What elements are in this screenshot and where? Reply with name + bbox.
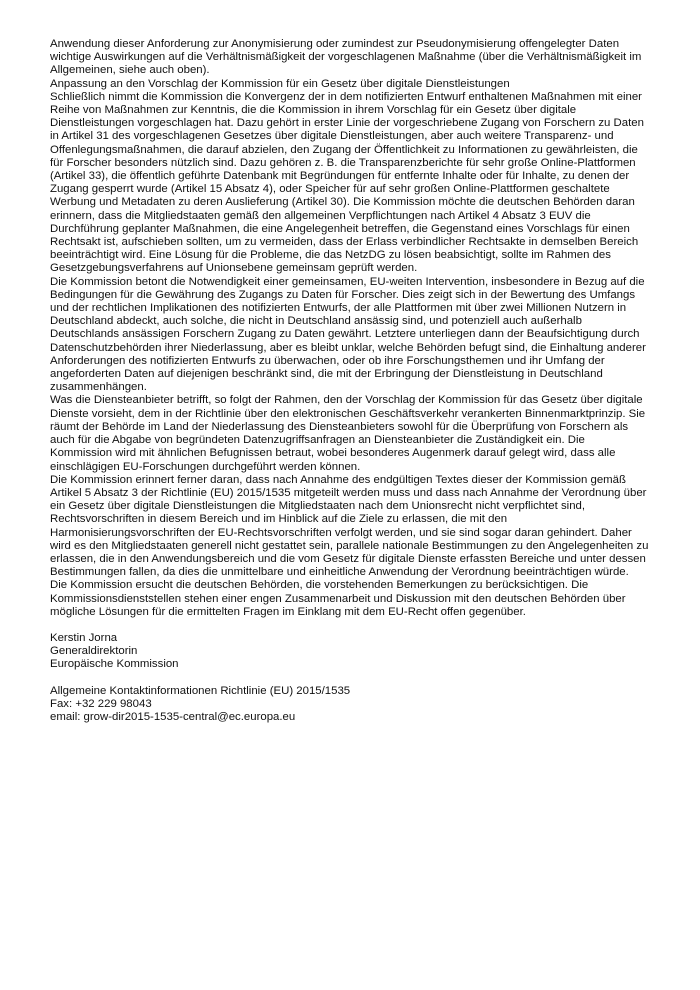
contact-email: email: grow-dir2015-1535-central@ec.europa.eu bbox=[50, 710, 296, 723]
spacer bbox=[50, 619, 650, 632]
paragraph-eu-intervention: Die Kommission betont die Notwendigkeit einer gemeinsamen, EU-weiten Intervention, insbesondere in Bezug auf die Bedingungen für die Gewährung des Zugangs zu Daten für Forscher. Dies zeigt sich in der Bewertung des Umfangs und der rechtlichen Implikationen des notifizierten Entwurfs, der alle Plattformen mit über zwei Millionen Nutzern in Deutschland abdeckt, auch solche, die nicht in Deutschland ansässig sind, und potenziell auch außerhalb Deutschlands ansässigen Forschern Zugang zu Daten gewährt. Letztere unterliegen dann der Beaufsichtigung durch Datenschutzbehörden ihrer Niederlassung, aber es bleibt unklar, welche Behörden befugt sind, die Einhaltung anderer Anforderungen des notifizierten Entwurfs zu überwachen, oder ob ihre Forschungsthemen und ihr Umfang der angeforderten Daten auf diejenigen beschränkt sind, die mit der Erbringung der Dienstleistung in Deutschland zusammenhängen. bbox=[50, 275, 646, 394]
paragraph-closing: Die Kommission ersucht die deutschen Behörden, die vorstehenden Bemerkungen zu berücksichtigen. Die Kommissionsdienststellen stehen einer engen Zusammenarbeit und Diskussion mit den deutschen Behörden über mögliche Lösungen für die ermittelten Fragen im Einklang mit dem EU-Recht offen gegenüber. bbox=[50, 579, 626, 618]
paragraph-service-providers: Was die Diensteanbieter betrifft, so folgt der Rahmen, den der Vorschlag der Kommission für das Gesetz über digitale Dienste vorsieht, dem in der Richtlinie über den elektronischen Geschäftsverkehr verankerten Binnenmarktprinzip. Sie räumt der Behörde im Land der Niederlassung des Diensteanbieters sowohl für die Überprüfung von Forschern als auch für die Abgabe von begründeten Datenzugriffsanfragen an Diensteanbieter die Zuständigkeit ein. Die Kommission wird mit ähnlichen Befugnissen betraut, wobei besonderes Augenmerk darauf gelegt wird, dass alle einschlägigen EU-Forschungen durchgeführt werden können. bbox=[50, 394, 646, 473]
section-heading: Anpassung an den Vorschlag der Kommission für ein Gesetz über digitale Dienstleistungen bbox=[50, 77, 510, 90]
document-page bbox=[50, 38, 650, 724]
signatory-title: Generaldirektorin bbox=[50, 645, 138, 658]
spacer bbox=[50, 672, 650, 685]
paragraph-reminder: Die Kommission erinnert ferner daran, dass nach Annahme des endgültigen Textes dieser der Kommission gemäß Artikel 5 Absatz 3 der Richtlinie (EU) 2015/1535 mitgeteilt werden muss und dass nach Annahme der Verordnung über ein Gesetz über digitale Dienstleistungen die Mitgliedstaaten nach dem Unionsrecht nicht verpflichtet sind, Rechtsvorschriften in diesem Bereich und im Hinblick auf die Ziele zu erlassen, die mit den Harmonisierungsvorschriften der EU-Rechtsvorschriften verfolgt werden, und sie sind sogar daran gehindert. Daher wird es den Mitgliedstaaten generell nicht gestattet sein, parallele nationale Bestimmungen zu den Angelegenheiten zu erlassen, die in den Anwendungsbereich und die vom Gesetz für digitale Dienste erfassten Bereiche und unter dessen Bestimmungen fallen, da dies die unmittelbare und einheitliche Anwendung der Verordnung beeinträchtigen würde. bbox=[50, 473, 649, 579]
contact-heading: Allgemeine Kontaktinformationen Richtlinie (EU) 2015/1535 bbox=[50, 684, 351, 697]
contact-fax: Fax: +32 229 98043 bbox=[50, 697, 152, 710]
paragraph-proportionality: Anwendung dieser Anforderung zur Anonymisierung oder zumindest zur Pseudonymisierung offengelegter Daten wichtige Auswirkungen auf die Verhältnismäßigkeit der vorgeschlagenen Maßnahme (über die Verhältnismäßigkeit im Allgemeinen, siehe auch oben). bbox=[50, 38, 642, 77]
signatory-organization: Europäische Kommission bbox=[50, 658, 179, 671]
signature-block bbox=[50, 632, 650, 672]
signatory-name: Kerstin Jorna bbox=[50, 631, 118, 644]
contact-block bbox=[50, 685, 650, 725]
paragraph-convergence: Schließlich nimmt die Kommission die Konvergenz der in dem notifizierten Entwurf enthaltenen Maßnahmen mit einer Reihe von Maßnahmen zur Kenntnis, die die Kommission in ihrem Vorschlag für ein Gesetz über digitale Dienstleistungen vorgeschlagen hat. Dazu gehört in erster Linie der vorgeschriebene Zugang von Forschern zu Daten in Artikel 31 des vorgeschlagenen Gesetzes über digitale Dienstleistungen, aber auch weitere Transparenz- und Offenlegungsmaßnahmen, die darauf abzielen, den Zugang der Öffentlichkeit zu Informationen zu gewährleisten, die für Forscher besonders nützlich sind. Dazu gehören z. B. die Transparenzberichte für sehr große Online-Plattformen (Artikel 33), die öffentlich geführte Datenbank mit Begründungen für entfernte Inhalte oder für Inhalte, zu denen der Zugang gesperrt wurde (Artikel 15 Absatz 4), oder Speicher für auf sehr großen Online-Plattformen geschaltete Werbung und Metadaten zu deren Auslieferung (Artikel 30). Die Kommission möchte die deutschen Behörden daran erinnern, dass die Mitgliedstaaten gemäß den allgemeinen Verpflichtungen nach Artikel 4 Absatz 3 EUV die Durchführung geplanter Maßnahmen, die eine Angelegenheit betreffen, die Gegenstand eines Vorschlags für einen Rechtsakt ist, aufschieben sollten, um zu vermeiden, dass der Erlass verbindlicher Rechtsakte in demselben Bereich beeinträchtigt wird. Eine Lösung für die Probleme, die das NetzDG zu lösen beabsichtigt, sollte im Rahmen des Gesetzgebungsverfahrens auf Unionsebene gemeinsam geprüft werden. bbox=[50, 90, 644, 275]
